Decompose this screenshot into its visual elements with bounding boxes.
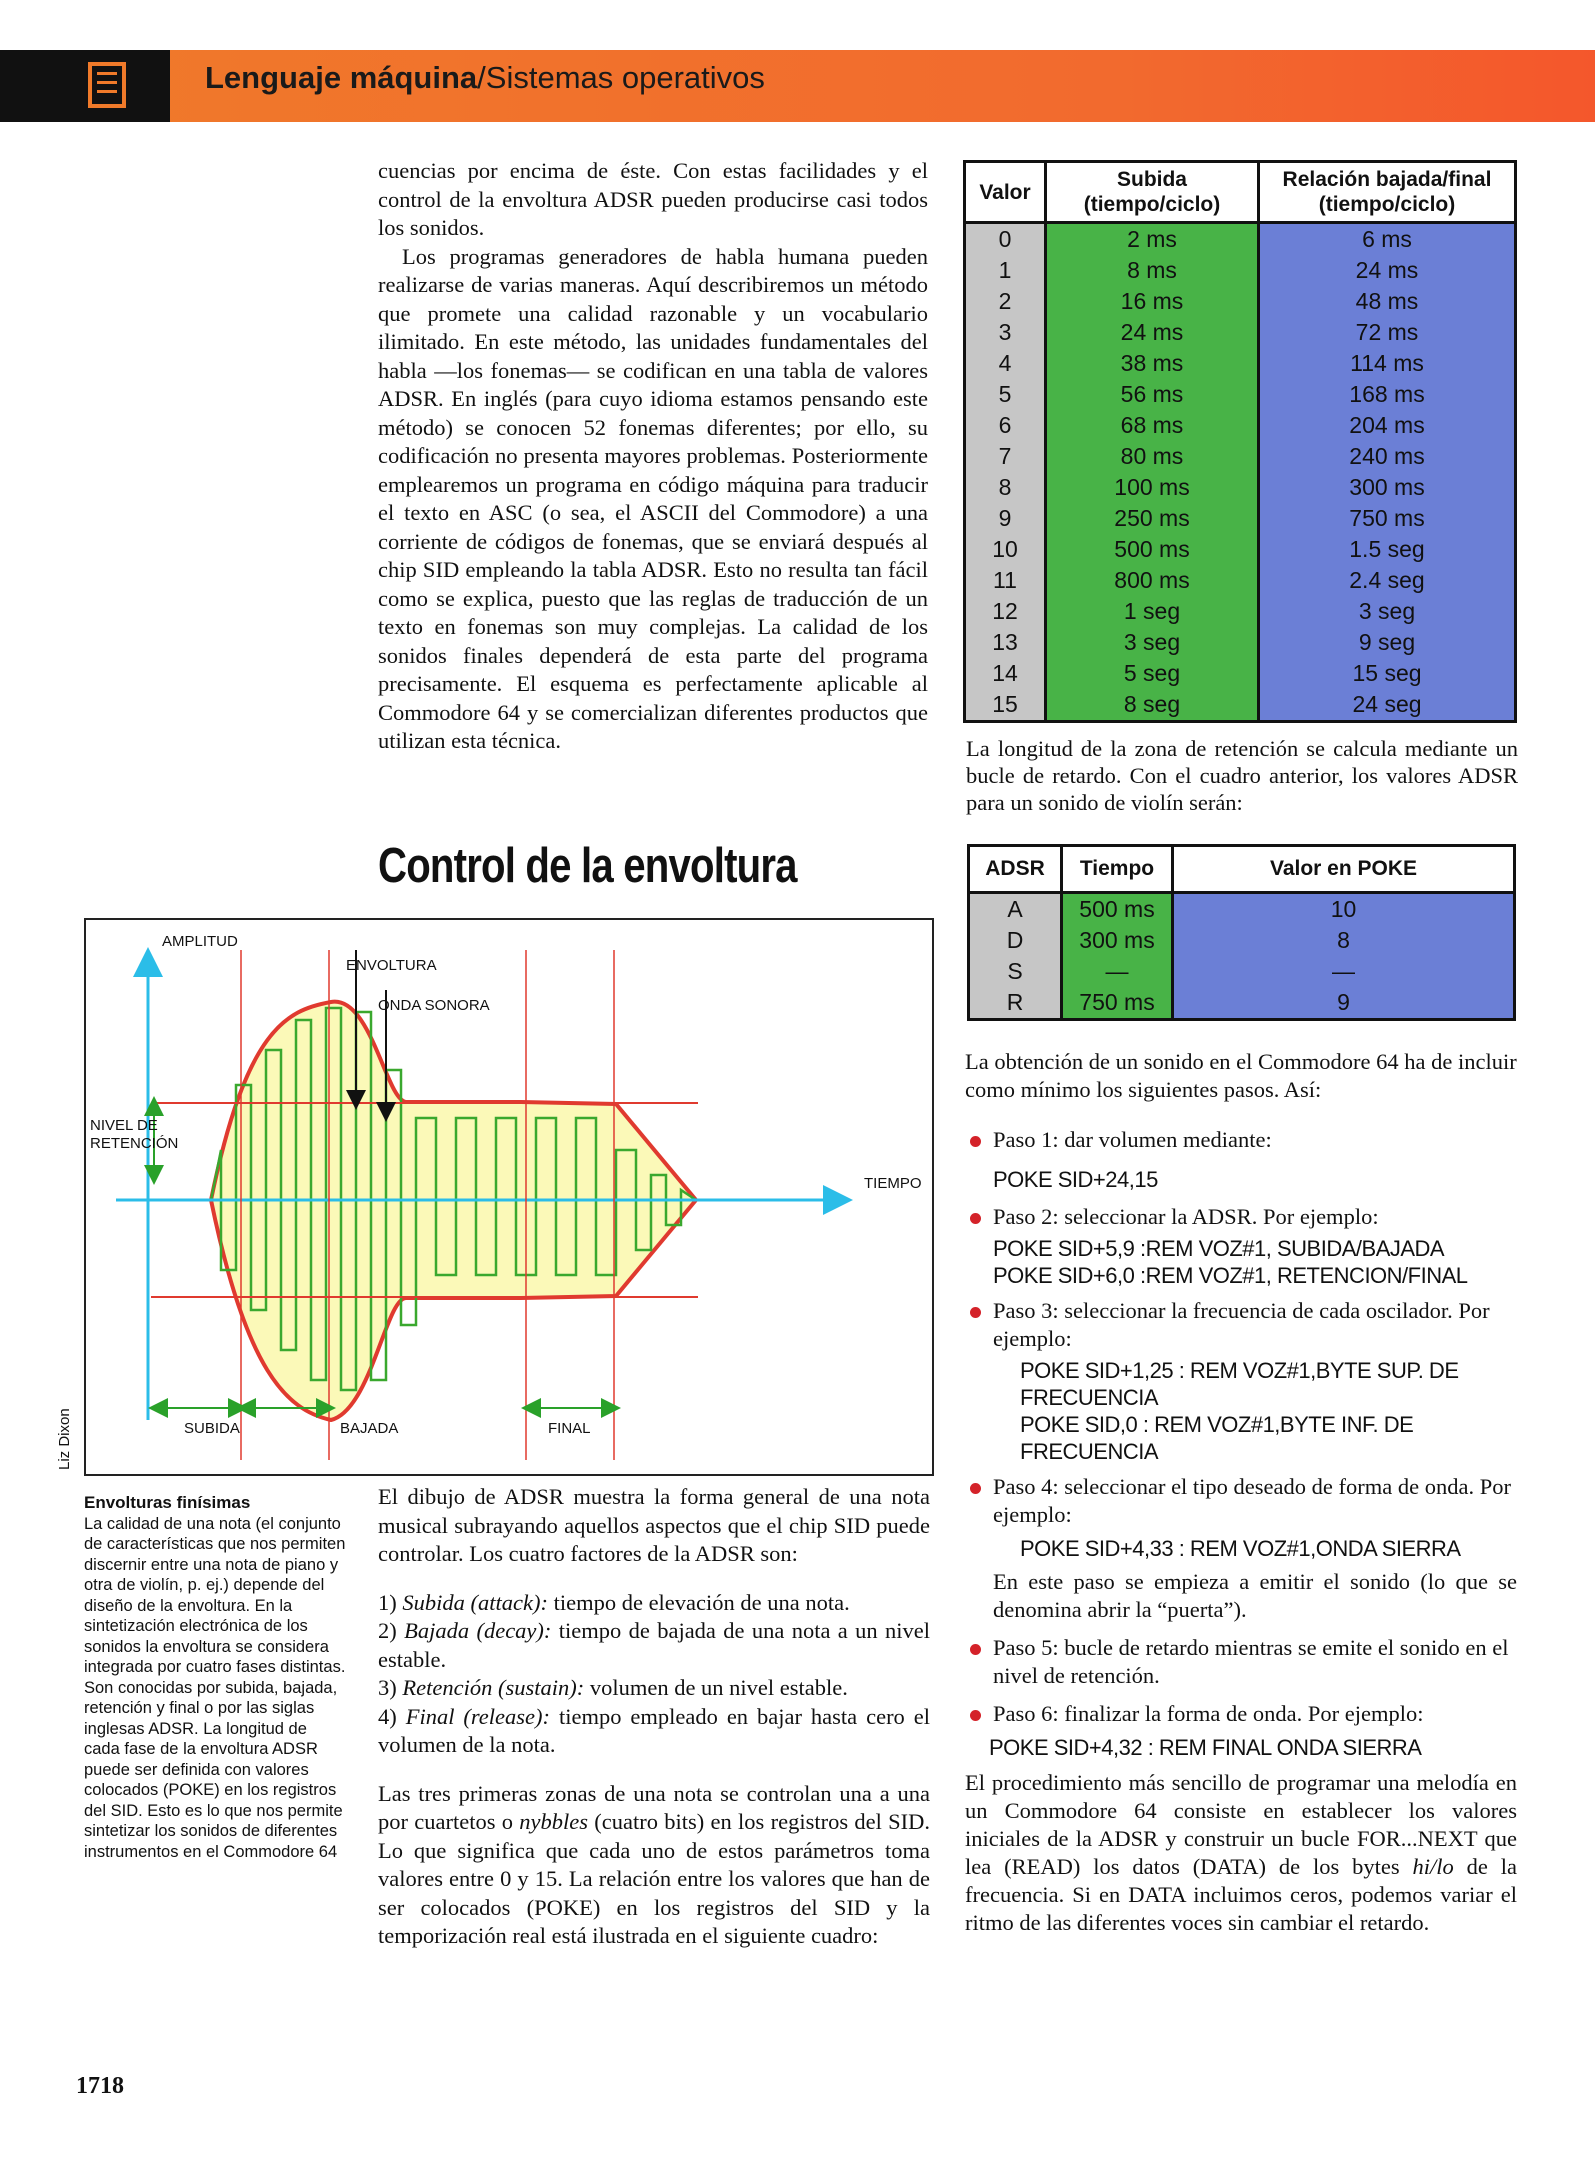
table-row	[965, 627, 1516, 658]
valor-cell: 3	[965, 317, 1046, 348]
valor-cell: 14	[965, 658, 1046, 689]
envelope-label: ENVOLTURA	[346, 957, 437, 974]
step-3: Paso 3: seleccionar la frecuencia de cada oscilador. Por ejemplo:	[965, 1297, 1517, 1353]
step-4-code: POKE SID+4,33 : REM VOZ#1,ONDA SIERRA	[1020, 1536, 1461, 1561]
step-2-code-1: POKE SID+5,9 :REM VOZ#1, SUBIDA/BAJADA	[993, 1236, 1445, 1261]
step-4-note: En este paso se empieza a emitir el sonido (lo que se denomina abrir la “puerta”).	[993, 1569, 1517, 1622]
sustain-level-label: NIVEL DE RETENCIÓN	[90, 1117, 179, 1152]
tiempo-cell: 500 ms	[1062, 893, 1173, 926]
bajada-final-cell: 168 ms	[1259, 379, 1516, 410]
wave-label: ONDA SONORA	[378, 997, 490, 1014]
adsr-cell: A	[969, 893, 1062, 926]
body-paragraph-1: El dibujo de ADSR muestra la forma general de una nota musical subrayando aquellos aspectos que el chip SID puede controlar. Los cuatro factores de la ADSR son:	[378, 1484, 930, 1566]
steps-intro: La obtención de un sonido en el Commodore 64 ha de incluir como mínimo los siguientes pasos. Así:	[965, 1049, 1517, 1102]
bajada-final-cell: 750 ms	[1259, 503, 1516, 534]
bajada-final-cell: 9 seg	[1259, 627, 1516, 658]
bajada-final-cell: 240 ms	[1259, 441, 1516, 472]
subida-cell: 3 seg	[1046, 627, 1259, 658]
bajada-final-cell: 204 ms	[1259, 410, 1516, 441]
table-row	[965, 379, 1516, 410]
factor-3: 3) Retención (sustain): volumen de un nivel estable.	[378, 1675, 848, 1700]
step-3-code-1: POKE SID+1,25 : REM VOZ#1,BYTE SUP. DE FRECUENCIA	[1020, 1358, 1459, 1410]
table-row	[969, 956, 1515, 987]
bajada-final-cell: 2.4 seg	[1259, 565, 1516, 596]
body-text	[378, 1483, 930, 1951]
closing-paragraph: El procedimiento más sencillo de programar una melodía en un Commodore 64 consiste en establecer los valores iniciales de la ADSR y construir un bucle FOR...NEXT que lea (READ) los datos (DATA) de los bytes hi/lo de la frecuencia. Si en DATA incluimos ceros, podemos variar el ritmo de las diferentes voces sin cambiar el retardo.	[965, 1770, 1517, 1935]
table-row	[965, 410, 1516, 441]
envelope-fill	[211, 1002, 696, 1420]
valor-cell: 5	[965, 379, 1046, 410]
bajada-final-cell: 24 seg	[1259, 689, 1516, 722]
factor-2: 2) Bajada (decay): tiempo de bajada de una nota a un nivel estable.	[378, 1618, 931, 1672]
step-5: Paso 5: bucle de retardo mientras se emite el sonido en el nivel de retención.	[965, 1634, 1517, 1690]
table-row	[965, 689, 1516, 722]
subida-cell: 2 ms	[1046, 223, 1259, 256]
step-2: Paso 2: seleccionar la ADSR. Por ejemplo:	[965, 1203, 1517, 1231]
subida-cell: 68 ms	[1046, 410, 1259, 441]
time-label: TIEMPO	[864, 1175, 922, 1192]
step-3-code-2: POKE SID,0 : REM VOZ#1,BYTE INF. DE FRECUENCIA	[1020, 1412, 1414, 1464]
subida-cell: 8 ms	[1046, 255, 1259, 286]
valor-cell: 12	[965, 596, 1046, 627]
subida-cell: 56 ms	[1046, 379, 1259, 410]
intro-paragraph-2: Los programas generadores de habla humana pueden realizarse de varias maneras. Aquí describiremos un método que promete una calidad razonable y un vocabulario ilimitado. En este método, las unidades fundamentales del habla —los fonemas— se codifican en una tabla de valores ADSR. En inglés (para cuyo idioma estamos pensando este método) se conocen 52 fonemas diferentes; por ello, su codificación no presenta mayores problemas. Posteriormente emplearemos un programa en código máquina para traducir el texto en ASC (o sea, el ASCII del Commodore) a una corriente de códigos de fonemas, que se enviará después al chip SID empleando la tabla ADSR. Esto no resulta tan fácil como se explica, puesto que las reglas de traducción de un texto en fonemas son muy complejas. La calidad de los sonidos finales dependerá de esta parte del programa precisamente. El esquema es perfectamente aplicable al Commodore 64 y se comercializan diferentes productos que utilizan esta técnica.	[378, 243, 928, 753]
bajada-final-cell: 114 ms	[1259, 348, 1516, 379]
header-valor: Valor	[965, 162, 1046, 223]
subida-cell: 500 ms	[1046, 534, 1259, 565]
header-tiempo: Tiempo	[1062, 846, 1173, 893]
step-6: Paso 6: finalizar la forma de onda. Por ejemplo:	[965, 1700, 1517, 1728]
table-row	[965, 534, 1516, 565]
step-2-code-2: POKE SID+6,0 :REM VOZ#1, RETENCION/FINAL	[993, 1263, 1468, 1288]
section-title-header: Lenguaje máquina/Sistemas operativos	[205, 60, 765, 95]
intro-text	[378, 157, 928, 756]
subida-cell: 5 seg	[1046, 658, 1259, 689]
table-row	[965, 348, 1516, 379]
bajada-final-cell: 300 ms	[1259, 472, 1516, 503]
factor-4: 4) Final (release): tiempo empleado en bajar hasta cero el volumen de la nota.	[378, 1703, 930, 1757]
subida-cell: 100 ms	[1046, 472, 1259, 503]
section-heading: Control de la envoltura	[378, 839, 797, 893]
table-row	[969, 925, 1515, 956]
subida-cell: 800 ms	[1046, 565, 1259, 596]
intro-paragraph-1: cuencias por encima de éste. Con estas facilidades y el control de la envoltura ADSR pueden producirse casi todos los sonidos.	[378, 158, 928, 240]
table-row	[969, 893, 1515, 926]
table-row	[965, 658, 1516, 689]
valor-cell: 1	[965, 255, 1046, 286]
adsr-cell: R	[969, 987, 1062, 1020]
poke-value-cell: 9	[1173, 987, 1515, 1020]
table-row	[965, 596, 1516, 627]
factor-1: 1) Subida (attack): tiempo de elevación de una nota.	[378, 1589, 850, 1615]
poke-value-cell: —	[1173, 956, 1515, 987]
body-paragraph-2: Las tres primeras zonas de una nota se controlan una a una por cuartetos o nybbles (cuatro bits) en los registros del SID. Lo que significa que cada uno de estos parámetros toma valores entre 0 y 15. La relación entre los valores que han de ser colocados (POKE) en los registros del SID y la temporización real está ilustrada en el siguiente cuadro:	[378, 1780, 930, 1948]
subida-cell: 250 ms	[1046, 503, 1259, 534]
tiempo-cell: —	[1062, 956, 1173, 987]
bajada-final-cell: 15 seg	[1259, 658, 1516, 689]
bajada-final-cell: 6 ms	[1259, 223, 1516, 256]
table-row	[965, 317, 1516, 348]
steps-list	[965, 1048, 1517, 1937]
step-1: Paso 1: dar volumen mediante:	[965, 1126, 1517, 1154]
step-6-code: POKE SID+4,32 : REM FINAL ONDA SIERRA	[989, 1735, 1422, 1760]
sidebar-caption	[84, 1493, 346, 1862]
valor-cell: 0	[965, 223, 1046, 256]
table-row	[965, 472, 1516, 503]
table-row	[969, 987, 1515, 1020]
table-row	[965, 223, 1516, 256]
header-bajada-final: Relación bajada/final (tiempo/ciclo)	[1259, 162, 1516, 223]
valor-cell: 7	[965, 441, 1046, 472]
table-row	[965, 255, 1516, 286]
book-icon	[0, 50, 170, 122]
page-number: 1718	[76, 2073, 124, 2099]
attack-label: SUBIDA	[184, 1420, 240, 1437]
table-row	[965, 503, 1516, 534]
bajada-final-cell: 72 ms	[1259, 317, 1516, 348]
step-1-code: POKE SID+24,15	[993, 1167, 1158, 1192]
valor-cell: 8	[965, 472, 1046, 503]
poke-value-cell: 10	[1173, 893, 1515, 926]
bajada-final-cell: 3 seg	[1259, 596, 1516, 627]
bajada-final-cell: 1.5 seg	[1259, 534, 1516, 565]
subida-cell: 24 ms	[1046, 317, 1259, 348]
table-row	[965, 441, 1516, 472]
valor-cell: 10	[965, 534, 1046, 565]
sid-timing-table	[963, 160, 1517, 723]
header-subida: Subida (tiempo/ciclo)	[1046, 162, 1259, 223]
step-4: Paso 4: seleccionar el tipo deseado de forma de onda. Por ejemplo:	[965, 1473, 1517, 1529]
subida-cell: 1 seg	[1046, 596, 1259, 627]
subida-cell: 38 ms	[1046, 348, 1259, 379]
sidebar-text: La calidad de una nota (el conjunto de características que nos permiten discernir entre una nota de piano y otra de violín, p. ej.) depende del diseño de la envoltura. En la sintetización electrónica de los sonidos la envoltura se considera integrada por cuatro fases distintas. Son conocidas por subida, bajada, retención y final o por las siglas inglesas ADSR. La longitud de cada fase de la envoltura ADSR puede ser definida con valores colocados (POKE) en los registros del SID. Esto es lo que nos permite sintetizar los sonidos de diferentes instrumentos en el Commodore 64	[84, 1514, 346, 1861]
violin-adsr-table	[967, 844, 1516, 1021]
table-row	[965, 565, 1516, 596]
bajada-final-cell: 48 ms	[1259, 286, 1516, 317]
poke-value-cell: 8	[1173, 925, 1515, 956]
tiempo-cell: 300 ms	[1062, 925, 1173, 956]
valor-cell: 11	[965, 565, 1046, 596]
sidebar-title: Envolturas finísimas	[84, 1493, 251, 1512]
header-valor-poke: Valor en POKE	[1173, 846, 1515, 893]
subida-cell: 16 ms	[1046, 286, 1259, 317]
subida-cell: 80 ms	[1046, 441, 1259, 472]
illustration-credit: Liz Dixon	[56, 1408, 73, 1470]
valor-cell: 6	[965, 410, 1046, 441]
table-row	[965, 286, 1516, 317]
release-label: FINAL	[548, 1420, 591, 1437]
adsr-envelope-figure	[86, 920, 932, 1474]
decay-label: BAJADA	[340, 1420, 399, 1437]
bajada-final-cell: 24 ms	[1259, 255, 1516, 286]
adsr-cell: S	[969, 956, 1062, 987]
valor-cell: 15	[965, 689, 1046, 722]
header-adsr: ADSR	[969, 846, 1062, 893]
valor-cell: 13	[965, 627, 1046, 658]
valor-cell: 4	[965, 348, 1046, 379]
valor-cell: 9	[965, 503, 1046, 534]
adsr-cell: D	[969, 925, 1062, 956]
subida-cell: 8 seg	[1046, 689, 1259, 722]
valor-cell: 2	[965, 286, 1046, 317]
adsr-diagram	[84, 918, 934, 1476]
amplitude-label: AMPLITUD	[162, 933, 238, 950]
tiempo-cell: 750 ms	[1062, 987, 1173, 1020]
table1-caption: La longitud de la zona de retención se calcula mediante un bucle de retardo. Con el cuadro anterior, los valores ADSR para un sonido de violín serán:	[966, 736, 1518, 815]
